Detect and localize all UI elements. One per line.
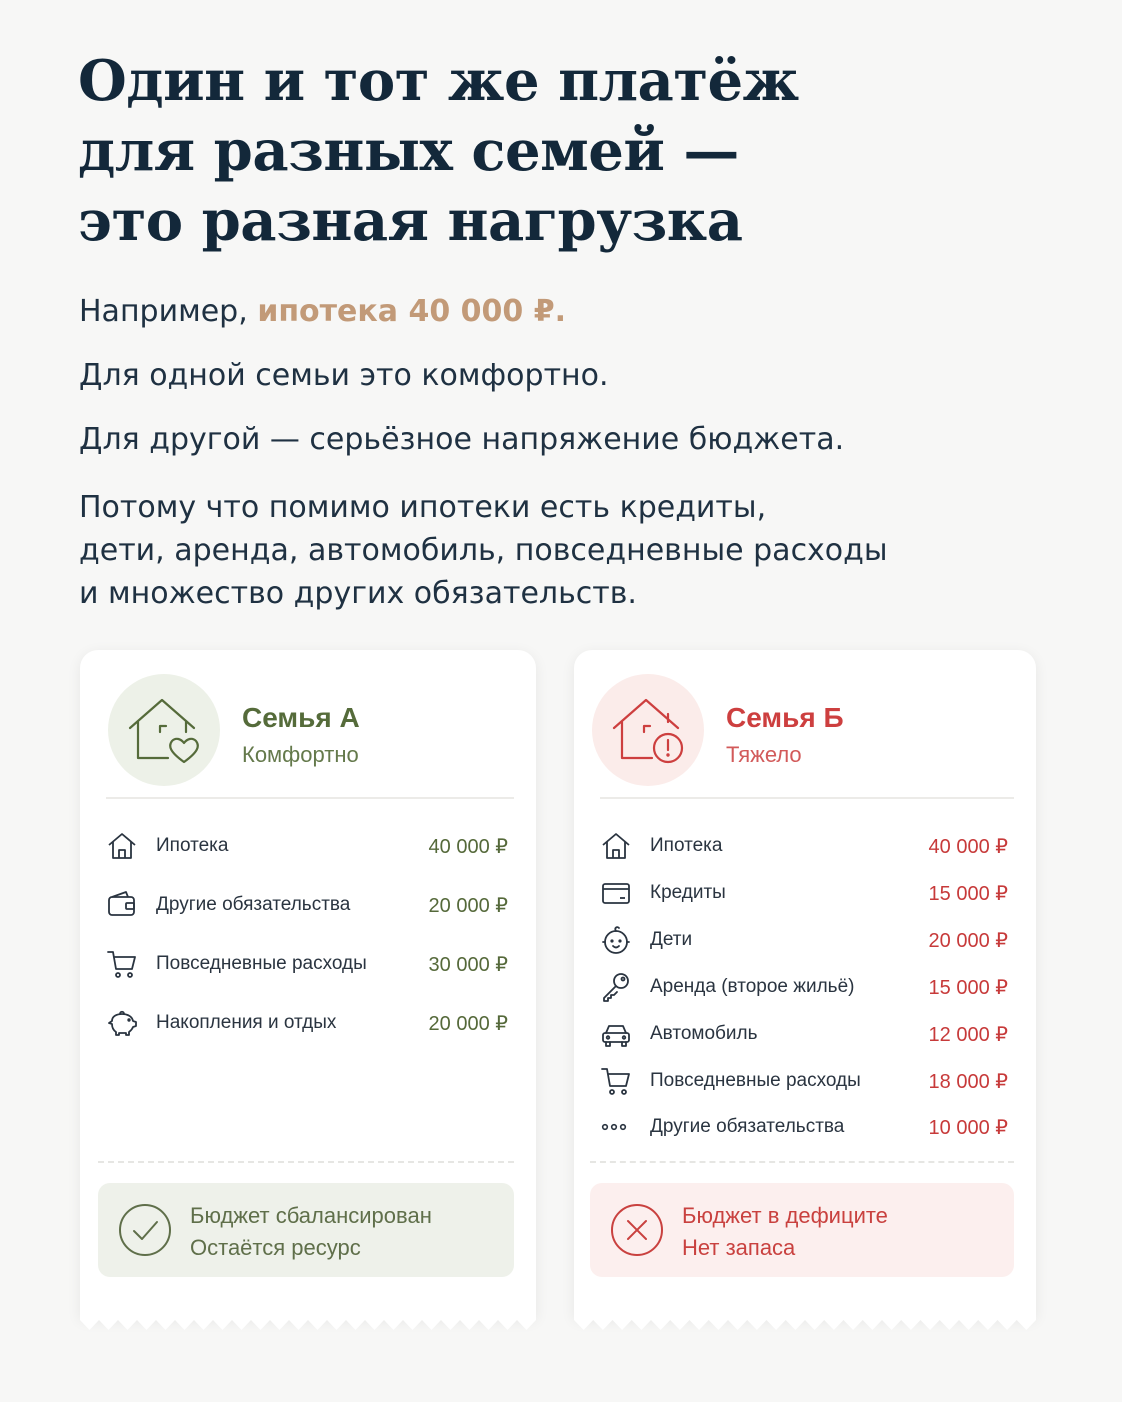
check-circle-icon [118, 1203, 172, 1257]
item-value: 20 000 ₽ [428, 895, 508, 917]
intro-paragraph [79, 486, 888, 615]
list-item [600, 830, 1008, 862]
family-b-status: Тяжело [726, 742, 802, 767]
summary-line-2: Остаётся ресурс [190, 1235, 361, 1260]
family-b-summary [590, 1183, 1014, 1277]
list-item [600, 877, 1008, 909]
item-value: 40 000 ₽ [428, 836, 508, 858]
title-line-3: это разная нагрузка [78, 188, 743, 254]
item-value: 15 000 ₽ [928, 977, 1008, 999]
key-icon [600, 971, 632, 1003]
item-value: 20 000 ₽ [428, 1013, 508, 1035]
house-icon [106, 830, 138, 862]
list-item [106, 830, 508, 862]
family-b-avatar [592, 674, 704, 786]
wallet-icon [106, 889, 138, 921]
item-label: Ипотека [156, 835, 229, 856]
item-value: 30 000 ₽ [428, 954, 508, 976]
list-item [106, 948, 508, 980]
dashed-divider [590, 1161, 1014, 1163]
list-item [106, 889, 508, 921]
item-value: 12 000 ₽ [928, 1024, 1008, 1046]
item-value: 10 000 ₽ [928, 1117, 1008, 1139]
title-line-1: Один и тот же платёж [78, 48, 799, 114]
divider [600, 797, 1014, 799]
x-circle-icon [610, 1203, 664, 1257]
cart-icon [600, 1065, 632, 1097]
list-item [600, 924, 1008, 956]
list-item [106, 1007, 508, 1039]
item-value: 20 000 ₽ [928, 930, 1008, 952]
item-label: Ипотека [650, 835, 723, 856]
summary-line-1: Бюджет сбалансирован [190, 1203, 432, 1228]
item-label: Накопления и отдых [156, 1012, 337, 1033]
family-a-card [80, 650, 536, 1318]
paragraph-line-2: дети, аренда, автомобиль, повседневные расходы [79, 533, 888, 568]
intro-line-2: Для одной семьи это комфортно. [79, 358, 609, 393]
intro-line-3: Для другой — серьёзное напряжение бюджета. [79, 422, 845, 457]
family-a-name: Семья А [242, 702, 360, 733]
house-warning-icon [608, 692, 688, 768]
divider [106, 797, 514, 799]
dots-icon [600, 1111, 632, 1143]
list-item [600, 1111, 1008, 1143]
item-value: 40 000 ₽ [928, 836, 1008, 858]
item-label: Повседневные расходы [156, 953, 367, 974]
intro-example-accent: ипотека 40 000 ₽. [257, 294, 566, 329]
family-a-summary [98, 1183, 514, 1277]
item-label: Автомобиль [650, 1023, 758, 1044]
house-icon [600, 830, 632, 862]
list-item [600, 1018, 1008, 1050]
item-label: Кредиты [650, 882, 726, 903]
paragraph-line-1: Потому что помимо ипотеки есть кредиты, [79, 490, 767, 525]
list-item [600, 1065, 1008, 1097]
page-title [78, 46, 978, 256]
cart-icon [106, 948, 138, 980]
baby-icon [600, 924, 632, 956]
summary-line-1: Бюджет в дефиците [682, 1203, 888, 1228]
house-heart-icon [124, 692, 204, 768]
summary-line-2: Нет запаса [682, 1235, 796, 1260]
credit-card-icon [600, 877, 632, 909]
item-label: Повседневные расходы [650, 1070, 861, 1091]
car-icon [600, 1018, 632, 1050]
item-value: 15 000 ₽ [928, 883, 1008, 905]
family-b-name: Семья Б [726, 702, 844, 733]
intro-example [79, 294, 1059, 329]
item-label: Аренда (второе жильё) [650, 976, 855, 997]
intro-example-prefix: Например, [79, 294, 248, 329]
paragraph-line-3: и множество других обязательств. [79, 576, 637, 611]
receipt-edge [80, 1316, 536, 1332]
item-label: Дети [650, 929, 693, 950]
family-a-status: Комфортно [242, 742, 359, 767]
piggy-bank-icon [106, 1007, 138, 1039]
title-line-2: для разных семей — [78, 118, 739, 184]
receipt-edge [574, 1316, 1036, 1332]
item-label: Другие обязательства [650, 1116, 845, 1137]
item-value: 18 000 ₽ [928, 1071, 1008, 1093]
family-a-avatar [108, 674, 220, 786]
item-label: Другие обязательства [156, 894, 351, 915]
family-b-card [574, 650, 1036, 1318]
list-item [600, 971, 1008, 1003]
dashed-divider [98, 1161, 514, 1163]
